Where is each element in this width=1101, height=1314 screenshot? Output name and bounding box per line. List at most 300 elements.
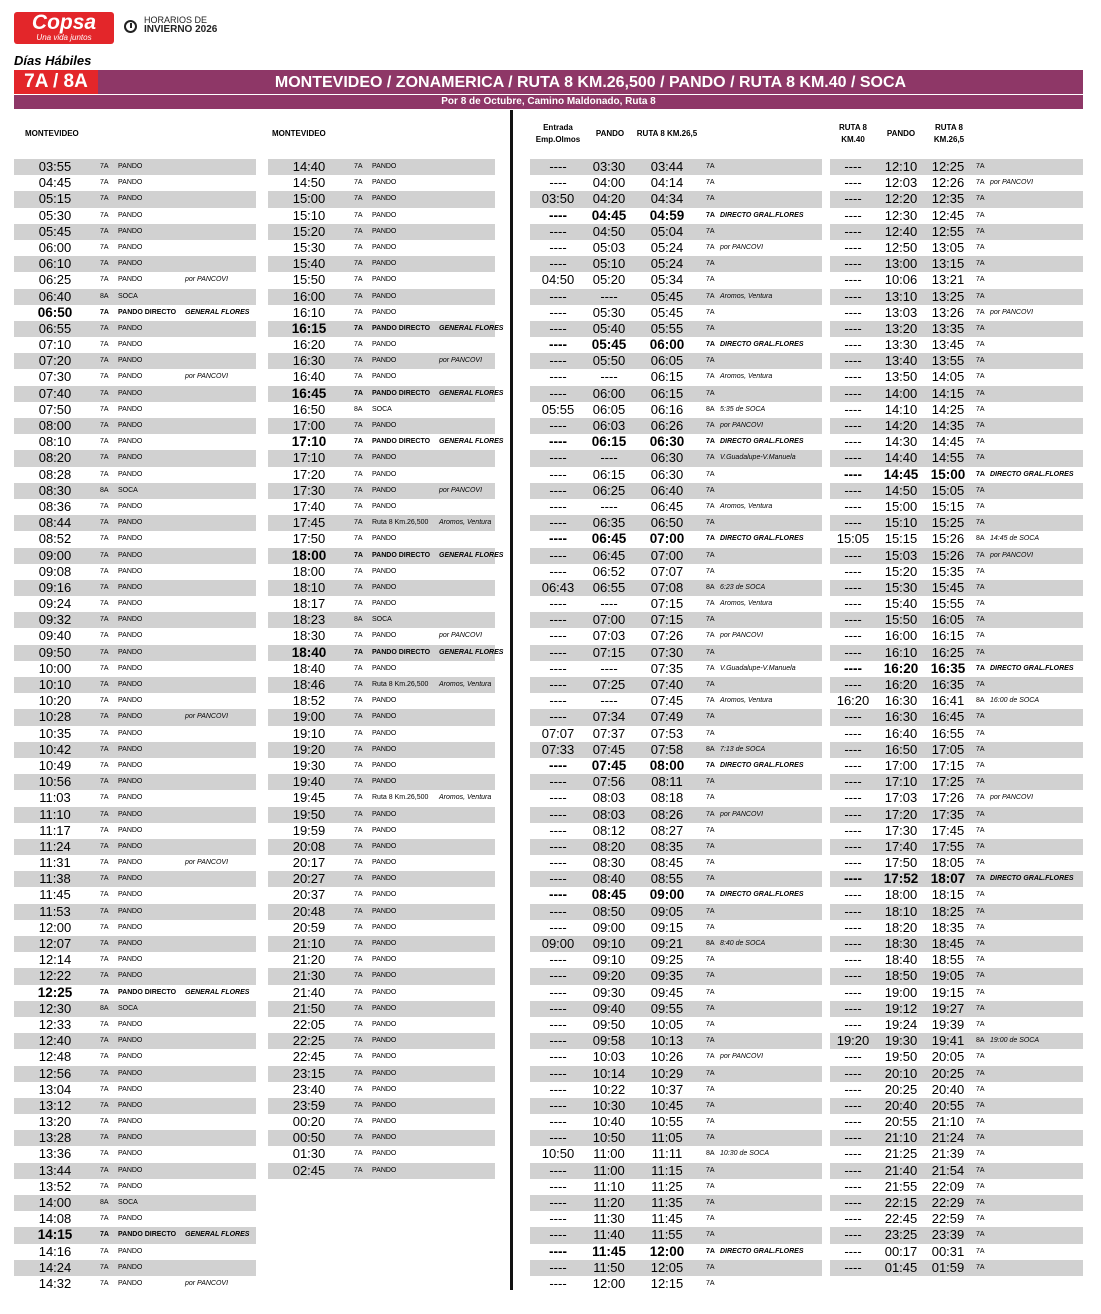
- line-code: 7A: [976, 1199, 985, 1206]
- table-row: [268, 256, 495, 272]
- ruta8-km265-time: 08:26: [650, 806, 684, 822]
- line-code: 7A: [354, 308, 363, 316]
- table-row: [14, 1276, 256, 1292]
- destination: PANDO: [372, 956, 397, 964]
- table-row: [830, 936, 1083, 952]
- pando-time: 08:03: [592, 790, 626, 806]
- line-code: 7A: [354, 422, 363, 429]
- pando-time: 07:56: [592, 774, 626, 790]
- line-code: 7A: [100, 551, 109, 559]
- route-note: GENERAL FLORES: [439, 389, 504, 397]
- ruta8-km265-time: 14:15: [931, 385, 965, 401]
- pando-time: 06:05: [592, 401, 626, 417]
- destination: Ruta 8 Km.26,500: [372, 519, 429, 527]
- line-code: 7A: [354, 794, 363, 802]
- table-row: [530, 159, 822, 175]
- origin-time: 07:07: [541, 725, 575, 741]
- line-code: 7A: [100, 454, 109, 462]
- origin-time: ----: [844, 660, 862, 676]
- table-row: [530, 548, 822, 564]
- line-code: 7A: [354, 357, 363, 365]
- origin-time: ----: [844, 369, 862, 385]
- origin-time: ----: [549, 903, 567, 919]
- line-code: 7A: [100, 745, 109, 753]
- line-code: 8A: [706, 940, 715, 947]
- ruta8-km265-time: 15:00: [930, 466, 966, 482]
- origin-time: ----: [844, 434, 862, 450]
- ruta8-km265-time: 12:55: [931, 223, 965, 239]
- destination: PANDO: [372, 1085, 397, 1093]
- destination: PANDO: [118, 405, 143, 413]
- origin-time: ----: [549, 531, 567, 547]
- logo-text: Copsa: [31, 11, 97, 34]
- ruta8-km265-time: 15:35: [931, 563, 965, 579]
- ruta8-km265-time: 05:55: [650, 320, 684, 336]
- route-note: DIRECTO GRAL.FLORES: [990, 664, 1074, 672]
- ruta8-km265-time: 08:55: [650, 871, 684, 887]
- table-row: [830, 175, 1083, 191]
- table-row: [530, 337, 822, 353]
- pando-time: 10:22: [592, 1081, 626, 1097]
- pando-time: 07:34: [592, 709, 626, 725]
- departure-time: 17:10: [291, 434, 327, 450]
- line-code: 7A: [706, 373, 715, 381]
- table-row: [268, 434, 504, 450]
- line-code: 7A: [976, 632, 985, 640]
- departure-time: 10:49: [38, 757, 72, 773]
- table-row: [14, 386, 256, 402]
- line-code: 7A: [354, 1037, 363, 1045]
- line-code: 8A: [100, 486, 109, 494]
- table-row: [830, 1049, 1083, 1065]
- ruta8-km265-time: 10:26: [650, 1049, 684, 1065]
- departure-time: 16:30: [292, 353, 326, 369]
- origin-time: ----: [844, 159, 862, 174]
- pando-time: 12:03: [884, 175, 918, 191]
- line-code: 7A / 8A: [14, 70, 98, 94]
- table-row: [268, 564, 495, 580]
- line-code: 7A: [706, 713, 715, 721]
- route-note: por PANCOVI: [720, 243, 764, 251]
- origin-time: 07:33: [541, 741, 575, 757]
- origin-time: ----: [844, 239, 862, 255]
- table-row: [268, 289, 495, 305]
- route-title: MONTEVIDEO / ZONAMERICA / RUTA 8 KM.26,500 / PANDO / RUTA 8 KM.40 / SOCA: [98, 70, 1083, 94]
- route-note: por PANCOVI: [185, 373, 229, 381]
- departure-time: 09:16: [38, 579, 72, 595]
- table-row: [530, 1260, 822, 1276]
- destination: PANDO: [118, 438, 143, 446]
- destination: PANDO: [372, 1037, 397, 1045]
- destination: PANDO DIRECTO: [118, 308, 177, 316]
- origin-time: ----: [549, 919, 567, 935]
- route-note: DIRECTO GRAL.FLORES: [720, 535, 804, 543]
- destination: PANDO: [118, 211, 143, 219]
- pando-time: 13:03: [884, 304, 918, 320]
- origin-time: ----: [844, 1081, 862, 1097]
- table-row: [14, 175, 256, 191]
- destination: PANDO: [118, 600, 143, 608]
- line-code: 7A: [354, 1166, 363, 1174]
- departure-time: 18:46: [292, 677, 326, 692]
- departure-time: 08:20: [38, 450, 72, 466]
- table-row: [268, 1001, 495, 1017]
- line-code: 7A: [354, 842, 363, 850]
- pando-time: 16:20: [884, 677, 918, 692]
- line-code: 7A: [354, 324, 363, 332]
- table-row: [830, 224, 1083, 240]
- line-code: 7A: [100, 778, 109, 786]
- departure-time: 22:05: [292, 1016, 326, 1032]
- ruta8-km265-time: 04:34: [650, 191, 684, 207]
- origin-time: ----: [549, 547, 567, 563]
- ruta8-km265-time: 17:55: [931, 838, 965, 854]
- origin-time: ----: [844, 596, 862, 612]
- destination: PANDO: [372, 1101, 397, 1109]
- line-code: 7A: [976, 794, 985, 802]
- pando-time: 18:20: [884, 919, 918, 935]
- route-note: por PANCOVI: [720, 422, 764, 429]
- line-code: 7A: [976, 195, 985, 203]
- origin-time: ----: [844, 709, 862, 725]
- departure-time: 06:40: [38, 288, 72, 304]
- line-code: 7A: [976, 454, 985, 462]
- table-row: [14, 742, 256, 758]
- line-code: 7A: [354, 1069, 363, 1077]
- destination: PANDO: [118, 535, 143, 543]
- route-note: DIRECTO GRAL.FLORES: [720, 341, 804, 349]
- pando-time: 09:50: [592, 1016, 626, 1032]
- ruta8-km265-time: 23:39: [931, 1227, 965, 1243]
- table-row: [14, 1066, 256, 1082]
- ruta8-km265-time: 07:49: [650, 709, 684, 725]
- destination: PANDO: [372, 243, 397, 251]
- table-row: [830, 855, 1083, 871]
- ruta8-km265-time: 05:45: [650, 288, 684, 304]
- table-row: [14, 353, 256, 369]
- table-row: [268, 1114, 495, 1130]
- origin-time: ----: [549, 434, 567, 450]
- table-row: [530, 612, 822, 628]
- pando-time: 17:03: [884, 790, 918, 806]
- table-row: [830, 1211, 1083, 1227]
- ruta8-km265-time: 05:34: [650, 272, 684, 288]
- departure-time: 17:30: [292, 482, 326, 498]
- line-code: 7A: [100, 697, 109, 705]
- destination: PANDO: [372, 729, 397, 737]
- destination: PANDO: [372, 810, 397, 818]
- line-code: 7A: [354, 907, 363, 915]
- pando-time: 07:15: [592, 644, 626, 660]
- line-code: 7A: [976, 1263, 985, 1271]
- pando-time: 18:00: [884, 887, 918, 903]
- destination: PANDO: [118, 1182, 143, 1190]
- destination: PANDO: [372, 1166, 397, 1174]
- table-row: [268, 823, 495, 839]
- ruta8-km265-time: 11:05: [651, 1130, 683, 1146]
- destination: PANDO: [372, 664, 397, 672]
- table-row: [530, 1001, 822, 1017]
- departure-time: 10:10: [38, 677, 72, 692]
- table-row: [268, 693, 495, 709]
- destination: PANDO: [118, 422, 143, 429]
- table-row: [530, 628, 822, 644]
- pando-time: 15:30: [884, 579, 918, 595]
- table-row: [14, 224, 256, 240]
- pando-time: 19:00: [884, 984, 918, 1000]
- destination: PANDO: [118, 745, 143, 753]
- table-row: [830, 742, 1083, 758]
- pando-time: 10:14: [592, 1065, 626, 1081]
- origin-time: ----: [549, 644, 567, 660]
- line-code: 7A: [706, 972, 715, 980]
- departure-time: 14:16: [38, 1243, 72, 1259]
- destination: PANDO: [118, 648, 143, 656]
- departure-time: 00:50: [292, 1130, 326, 1146]
- ruta8-km265-time: 20:05: [931, 1049, 965, 1065]
- table-row: [530, 564, 822, 580]
- line-code: 7A: [706, 600, 715, 608]
- departure-time: 16:50: [292, 401, 326, 417]
- departure-time: 14:50: [292, 175, 326, 191]
- departure-time: 01:30: [292, 1146, 326, 1162]
- line-code: 7A: [354, 519, 363, 527]
- ruta8-km265-time: 05:24: [650, 239, 684, 255]
- destination: PANDO: [372, 778, 397, 786]
- line-code: 7A: [976, 1166, 985, 1174]
- table-row: [830, 208, 1083, 224]
- table-row: [14, 548, 256, 564]
- table-row: [268, 596, 495, 612]
- line-code: 7A: [100, 859, 109, 867]
- pando-time: 09:10: [592, 952, 626, 968]
- table-row: [268, 839, 495, 855]
- pando-time: 19:12: [884, 1000, 918, 1016]
- ruta8-km265-time: 07:00: [650, 547, 684, 563]
- pando-time: 16:00: [884, 628, 918, 644]
- ruta8-km265-time: 04:59: [649, 207, 685, 223]
- table-row: [14, 450, 256, 466]
- ruta8-km265-time: 13:05: [931, 239, 965, 255]
- table-row: [830, 790, 1083, 806]
- destination: PANDO: [372, 486, 397, 494]
- origin-time: ----: [844, 855, 862, 871]
- line-code: 7A: [100, 438, 109, 446]
- destination: PANDO: [372, 1020, 397, 1028]
- destination: PANDO: [372, 875, 397, 883]
- header-montevideo-1: MONTEVIDEO: [25, 129, 79, 138]
- line-code: 7A: [976, 907, 985, 915]
- origin-time: ----: [549, 385, 567, 401]
- destination: PANDO: [372, 470, 397, 478]
- table-row: [530, 1049, 822, 1065]
- departure-time: 23:15: [292, 1065, 326, 1081]
- origin-time: ----: [844, 774, 862, 790]
- origin-time: ----: [844, 256, 862, 272]
- ruta8-km265-time: 20:55: [931, 1097, 965, 1113]
- destination: PANDO: [372, 1069, 397, 1077]
- pando-time: 14:30: [884, 434, 918, 450]
- origin-time: ----: [549, 968, 567, 984]
- table-row: [14, 337, 256, 353]
- destination: PANDO: [118, 1215, 143, 1223]
- departure-time: 19:30: [292, 757, 326, 773]
- origin-time: ----: [844, 1114, 862, 1130]
- origin-time: ----: [844, 806, 862, 822]
- line-code: 7A: [706, 859, 715, 867]
- table-row: [268, 612, 495, 628]
- departure-time: 16:45: [291, 385, 327, 401]
- origin-time: ----: [844, 984, 862, 1000]
- origin-time: ----: [549, 1081, 567, 1097]
- ruta8-km265-time: 12:15: [650, 1275, 684, 1291]
- destination: PANDO: [118, 195, 143, 203]
- table-row: [268, 1146, 495, 1162]
- line-code: 7A: [706, 842, 715, 850]
- departure-time: 17:45: [292, 515, 326, 531]
- ruta8-km265-time: 10:13: [650, 1033, 684, 1049]
- origin-time: 05:55: [541, 401, 575, 417]
- ruta8-km265-time: 16:55: [931, 725, 965, 741]
- table-row: [14, 321, 256, 337]
- line-code: 7A: [354, 1118, 363, 1126]
- destination: PANDO: [118, 713, 143, 721]
- pando-time: 06:00: [592, 385, 626, 401]
- departure-time: 08:28: [38, 466, 72, 482]
- table-row: [830, 904, 1083, 920]
- departure-time: 12:00: [38, 919, 72, 935]
- table-row: [14, 1179, 256, 1195]
- line-code: 7A: [100, 389, 109, 397]
- origin-time: ----: [844, 191, 862, 207]
- origin-time: ----: [844, 1227, 862, 1243]
- departure-time: 03:55: [38, 159, 72, 174]
- table-row: [830, 823, 1083, 839]
- table-row: [14, 790, 256, 806]
- line-code: 7A: [100, 923, 109, 931]
- origin-time: ----: [844, 1178, 862, 1194]
- ruta8-km265-time: 08:27: [650, 822, 684, 838]
- line-code: 7A: [976, 875, 985, 883]
- line-code: 7A: [354, 697, 363, 705]
- table-row: [530, 742, 822, 758]
- ruta8-km265-time: 16:05: [931, 612, 965, 628]
- departure-time: 02:45: [292, 1162, 326, 1178]
- line-code: 7A: [976, 1150, 985, 1158]
- pando-time: 06:45: [592, 547, 626, 563]
- pando-time: ----: [600, 693, 618, 709]
- route-note: GENERAL FLORES: [439, 324, 504, 332]
- route-note: Aromos, Ventura: [720, 373, 773, 381]
- line-code: 7A: [976, 1101, 985, 1109]
- line-code: 7A: [100, 195, 109, 203]
- table-row: [530, 758, 822, 774]
- table-row: [830, 418, 1083, 434]
- ruta8-km265-time: 07:26: [650, 628, 684, 644]
- table-row: [530, 1244, 822, 1260]
- destination: PANDO: [372, 567, 397, 575]
- ruta8-km265-time: 16:45: [931, 709, 965, 725]
- route-note: por PANCOVI: [990, 308, 1034, 316]
- destination: PANDO: [372, 163, 397, 170]
- table-row: [530, 952, 822, 968]
- ruta8-km265-time: 15:25: [931, 515, 965, 531]
- origin-time: ----: [844, 919, 862, 935]
- origin-time: ----: [844, 936, 862, 951]
- line-code: 7A: [354, 276, 363, 284]
- line-code: 7A: [706, 923, 715, 931]
- line-code: 7A: [706, 1004, 715, 1012]
- destination: PANDO: [118, 1069, 143, 1077]
- line-code: 7A: [100, 810, 109, 818]
- table-row: [530, 807, 822, 823]
- line-code: 7A: [100, 308, 109, 316]
- pando-time: ----: [600, 596, 618, 612]
- departure-time: 05:45: [38, 223, 72, 239]
- table-row: [14, 402, 256, 418]
- origin-time: ----: [844, 337, 862, 353]
- line-code: 7A: [100, 875, 109, 883]
- origin-time: ----: [549, 239, 567, 255]
- pando-time: 12:50: [884, 239, 918, 255]
- ruta8-km265-time: 12:35: [931, 191, 965, 207]
- line-code: 7A: [976, 778, 985, 786]
- route-note: GENERAL FLORES: [439, 438, 504, 446]
- table-row: [530, 402, 822, 418]
- table-row: [268, 985, 495, 1001]
- origin-time: ----: [549, 952, 567, 968]
- destination: PANDO: [118, 729, 143, 737]
- ruta8-km265-time: 08:00: [649, 757, 685, 773]
- ruta8-km265-time: 05:24: [650, 256, 684, 272]
- line-code: 7A: [100, 729, 109, 737]
- table-row: [268, 450, 495, 466]
- table-row: [268, 661, 495, 677]
- table-row: [14, 240, 256, 256]
- pando-time: 09:00: [592, 919, 626, 935]
- table-row: [14, 936, 256, 952]
- destination: PANDO: [372, 373, 397, 381]
- table-row: [14, 305, 256, 321]
- pando-time: 18:10: [884, 903, 918, 919]
- origin-time: ----: [549, 596, 567, 612]
- origin-time: ----: [549, 1275, 567, 1291]
- line-code: 7A: [706, 1263, 715, 1271]
- pando-time: 10:30: [592, 1097, 626, 1113]
- origin-time: ----: [844, 887, 862, 903]
- destination: Ruta 8 Km.26,500: [372, 794, 429, 802]
- ruta8-km265-time: 09:00: [649, 887, 685, 903]
- line-code: 7A: [706, 470, 715, 478]
- table-row: [268, 499, 495, 515]
- ruta8-km265-time: 10:45: [650, 1097, 684, 1113]
- pando-time: 06:15: [591, 434, 627, 450]
- ruta8-km265-time: 16:25: [931, 644, 965, 660]
- departure-time: 12:56: [38, 1065, 72, 1081]
- ruta8-km265-time: 07:00: [649, 531, 685, 547]
- pando-time: 13:40: [884, 353, 918, 369]
- table-row: [830, 450, 1083, 466]
- ruta8-km265-time: 18:15: [931, 887, 965, 903]
- table-row: [830, 369, 1083, 385]
- line-code: 7A: [706, 778, 715, 786]
- departure-time: 19:59: [292, 822, 326, 838]
- table-row: [14, 499, 256, 515]
- line-code: 7A: [354, 923, 363, 931]
- pando-time: 13:20: [884, 320, 918, 336]
- line-code: 7A: [976, 243, 985, 251]
- table-row: [830, 596, 1083, 612]
